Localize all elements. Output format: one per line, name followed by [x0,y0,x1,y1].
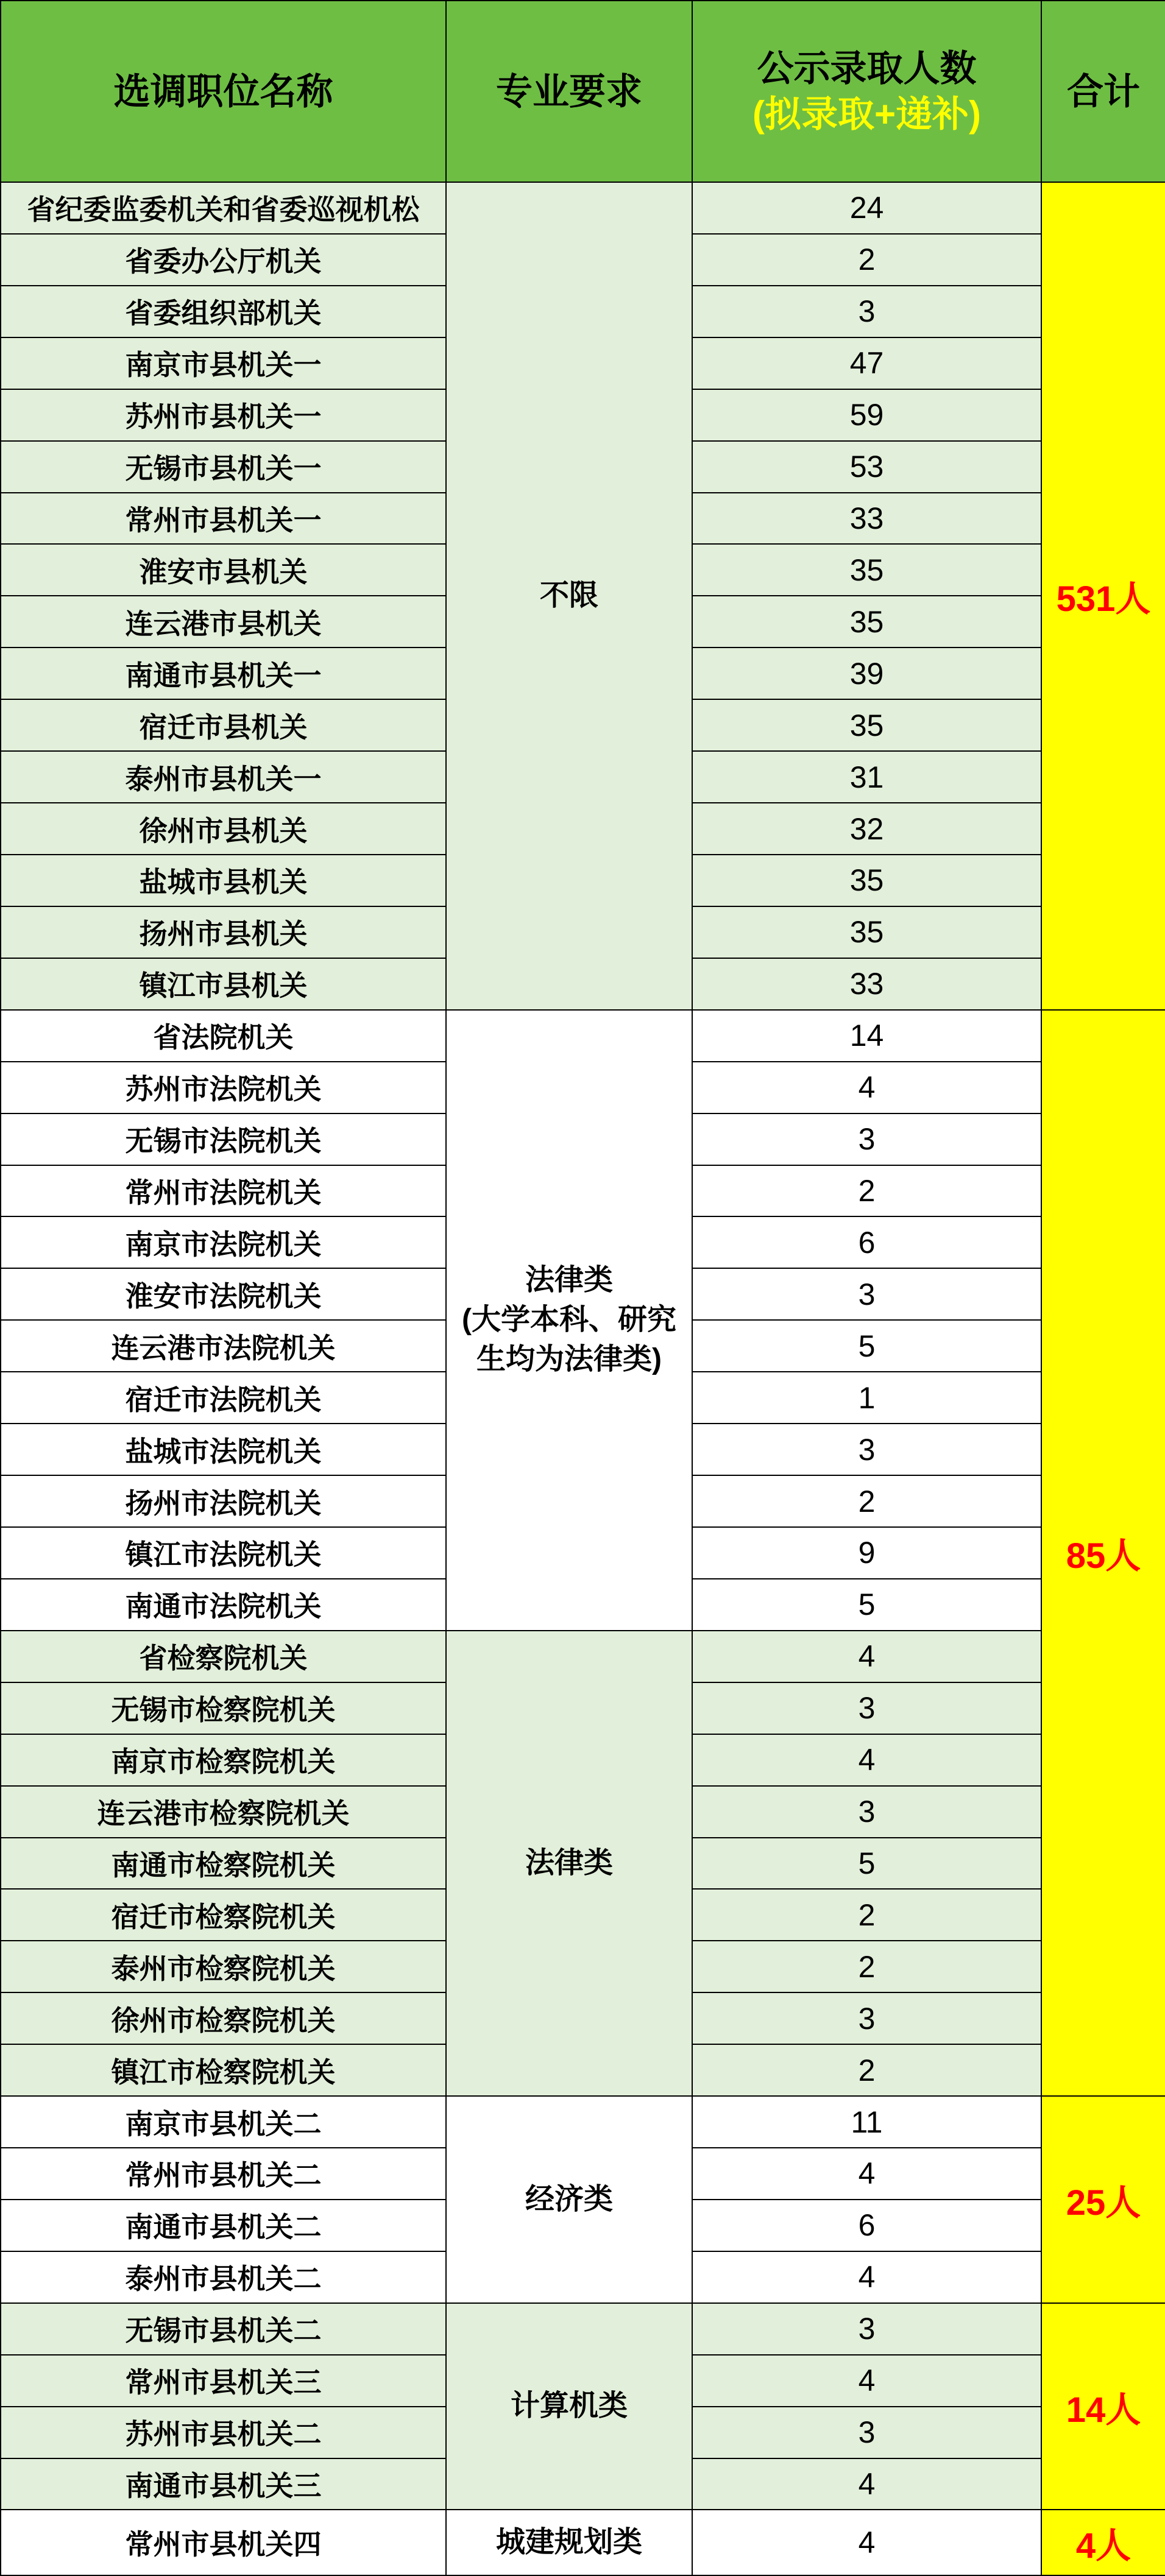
count-cell: 5 [692,1838,1041,1890]
position-name-cell: 连云港市检察院机关 [1,1786,446,1838]
count-cell: 6 [692,2200,1041,2251]
position-name-cell: 省法院机关 [1,1010,446,1062]
count-cell: 4 [692,2148,1041,2200]
count-cell: 2 [692,234,1041,286]
major-cell: 城建规划类 [446,2510,692,2575]
count-cell: 32 [692,803,1041,855]
position-name-cell: 淮安市法院机关 [1,1268,446,1320]
count-cell: 4 [692,1734,1041,1786]
count-cell: 3 [692,1786,1041,1838]
table-row [1,182,1165,234]
count-cell: 35 [692,699,1041,751]
position-name-cell: 南京市县机关二 [1,2096,446,2148]
count-cell: 2 [692,1165,1041,1217]
position-name-cell: 南京市法院机关 [1,1216,446,1268]
count-cell: 1 [692,1372,1041,1424]
position-name-cell: 镇江市法院机关 [1,1527,446,1579]
position-name-cell: 苏州市县机关二 [1,2407,446,2458]
count-cell: 5 [692,1320,1041,1372]
count-cell: 4 [692,2251,1041,2303]
count-cell: 35 [692,855,1041,906]
count-cell: 4 [692,1631,1041,1682]
count-cell: 3 [692,1424,1041,1475]
position-name-cell: 徐州市检察院机关 [1,1992,446,2044]
count-cell: 47 [692,337,1041,389]
position-name-cell: 淮安市县机关 [1,544,446,596]
major-line: 法律类 [525,1264,613,1297]
count-cell: 3 [692,1682,1041,1734]
count-cell: 2 [692,1941,1041,1992]
total-cell: 85人 [1041,1010,1165,2096]
position-name-cell: 无锡市县机关二 [1,2303,446,2355]
count-cell: 3 [692,286,1041,337]
position-name-cell: 省委组织部机关 [1,286,446,337]
position-name-cell: 连云港市法院机关 [1,1320,446,1372]
major-cell: 不限 [446,182,692,1010]
count-cell: 53 [692,441,1041,493]
position-name-cell: 南通市法院机关 [1,1579,446,1631]
count-cell: 31 [692,751,1041,803]
position-name-cell: 泰州市检察院机关 [1,1941,446,1992]
count-cell: 3 [692,2407,1041,2458]
count-cell: 39 [692,648,1041,699]
position-name-cell: 省纪委监委机关和省委巡视机松 [1,182,446,234]
count-cell: 4 [692,2458,1041,2510]
major-line: 生均为法律类) [476,1343,662,1375]
count-cell: 3 [692,1992,1041,2044]
position-name-cell: 南通市县机关二 [1,2200,446,2251]
table-row [1,2096,1165,2148]
count-cell: 3 [692,2303,1041,2355]
position-name-cell: 省检察院机关 [1,1631,446,1682]
header-major: 专业要求 [446,1,692,182]
count-cell: 33 [692,493,1041,545]
position-name-cell: 南京市检察院机关 [1,1734,446,1786]
count-cell: 5 [692,1579,1041,1631]
position-name-cell: 镇江市县机关 [1,958,446,1010]
table-row [1,2303,1165,2355]
position-name-cell: 泰州市县机关二 [1,2251,446,2303]
count-cell: 24 [692,182,1041,234]
position-name-cell: 扬州市县机关 [1,906,446,958]
major-cell: 法律类 [446,1631,692,2096]
count-cell: 33 [692,958,1041,1010]
header-row [1,1,1165,182]
position-name-cell: 南通市县机关一 [1,648,446,699]
major-cell: 经济类 [446,2096,692,2303]
count-cell: 2 [692,1475,1041,1527]
count-cell: 14 [692,1010,1041,1062]
position-name-cell: 镇江市检察院机关 [1,2044,446,2096]
count-cell: 35 [692,596,1041,648]
position-name-cell: 苏州市法院机关 [1,1062,446,1113]
table-row [1,2510,1165,2575]
position-name-cell: 常州市法院机关 [1,1165,446,1217]
major-cell [446,1010,692,1631]
header-count [692,1,1041,182]
position-name-cell: 盐城市法院机关 [1,1424,446,1475]
position-name-cell: 常州市县机关二 [1,2148,446,2200]
total-cell: 25人 [1041,2096,1165,2303]
position-name-cell: 苏州市县机关一 [1,389,446,441]
position-name-cell: 无锡市法院机关 [1,1113,446,1165]
position-name-cell: 南通市县机关三 [1,2458,446,2510]
count-cell: 35 [692,906,1041,958]
count-cell: 6 [692,1216,1041,1268]
major-line: (大学本科、研究 [462,1303,676,1336]
total-cell: 14人 [1041,2303,1165,2510]
position-name-cell: 宿迁市县机关 [1,699,446,751]
count-cell: 3 [692,1113,1041,1165]
total-cell: 4人 [1041,2510,1165,2575]
position-name-cell: 无锡市县机关一 [1,441,446,493]
position-name-cell: 常州市县机关四 [1,2510,446,2575]
major-cell: 计算机类 [446,2303,692,2510]
count-cell: 11 [692,2096,1041,2148]
count-cell: 9 [692,1527,1041,1579]
position-name-cell: 省委办公厅机关 [1,234,446,286]
position-name-cell: 常州市县机关三 [1,2355,446,2407]
count-cell: 35 [692,544,1041,596]
position-name-cell: 盐城市县机关 [1,855,446,906]
position-name-cell: 连云港市县机关 [1,596,446,648]
header-total: 合计 [1041,1,1165,182]
position-name-cell: 泰州市县机关一 [1,751,446,803]
position-name-cell: 无锡市检察院机关 [1,1682,446,1734]
position-name-cell: 宿迁市法院机关 [1,1372,446,1424]
total-cell: 531人 [1041,182,1165,1010]
header-count-line2: (拟录取+递补) [752,94,981,135]
position-name-cell: 扬州市法院机关 [1,1475,446,1527]
table-row [1,1631,1165,1682]
position-name-cell: 徐州市县机关 [1,803,446,855]
position-name-cell: 南京市县机关一 [1,337,446,389]
count-cell: 59 [692,389,1041,441]
table-row [1,1010,1165,1062]
position-name-cell: 宿迁市检察院机关 [1,1889,446,1941]
header-position: 选调职位名称 [1,1,446,182]
count-cell: 2 [692,2044,1041,2096]
count-cell: 4 [692,1062,1041,1113]
position-name-cell: 常州市县机关一 [1,493,446,545]
count-cell: 2 [692,1889,1041,1941]
count-cell: 4 [692,2355,1041,2407]
header-count-line1: 公示录取人数 [757,48,977,89]
count-cell: 3 [692,1268,1041,1320]
count-cell: 4 [692,2510,1041,2575]
position-name-cell: 南通市检察院机关 [1,1838,446,1890]
